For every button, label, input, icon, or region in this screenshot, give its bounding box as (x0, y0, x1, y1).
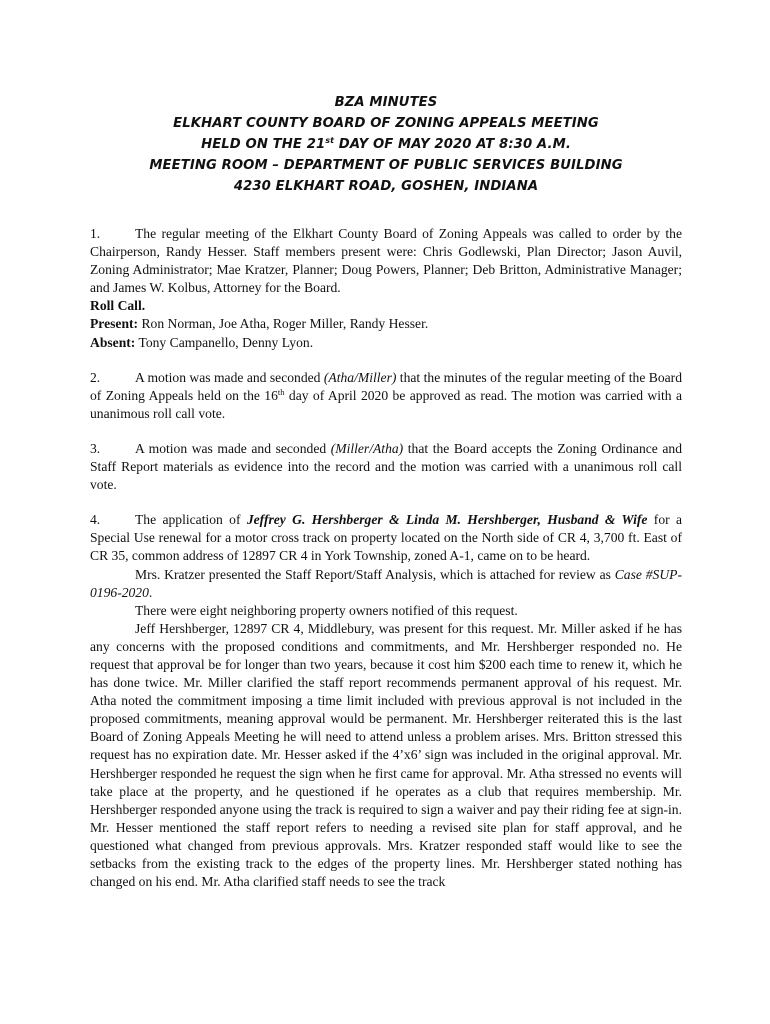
minutes-body (90, 225, 682, 891)
staff-report-paragraph: Mrs. Kratzer presented the Staff Report/Staff Analysis, which is attached for review as Case #SUP-0196-2020. (90, 566, 683, 600)
item-number: 3. (90, 440, 101, 456)
header-date-line (90, 134, 682, 155)
item-1-body: The regular meeting of the Elkhart County Board of Zoning Appeals was called to order by the Chairperson, Randy Hesser. Staff members present were: Chris Godlewski, Plan Director; Jason Auvil, Zoning Administrator; Mae Kratzer, Planner; Doug Powers, Planner; Deb Britton, Administrative Manager; and James W. Kolbus, Attorney for the Board. (90, 226, 682, 296)
header-title: BZA MINUTES (334, 95, 438, 110)
notification-paragraph: There were eight neighboring property owners notified of this request. (135, 602, 518, 618)
item-3 (90, 440, 682, 494)
applicant-name: Jeffrey G. Hershberger & Linda M. Hershberger, Husband & Wife (246, 512, 648, 528)
present-line (90, 315, 682, 333)
testimony-paragraph: Jeff Hershberger, 12897 CR 4, Middlebury, was present for this request. Mr. Miller asked if he has any concerns with the proposed conditions and commitments, and Mr. Hershberger responded no. He request that approval be for longer than two years, because it cost him $200 each time to renew it, which he has done twice. Mr. Miller clarified the staff report recommends permanent approval of his request. Mr. Atha noted the commitment imposing a time limit included with previous approval is not included in the proposed commitments, meaning approval would be permanent. Mr. Hershberger reiterated this is the last Board of Zoning Appeals Meeting he will need to attend unless a problem arises. Mrs. Britton stressed this request has no expiration date. Mr. Hesser asked if the 4’x6’ sign was included in the original approval. Mr. Hershberger responded he request the sign when he first came for approval. Mr. Atha stressed no events will take place at the property, and he questioned if he operates as a club that requires membership. Mr. Hershberger responded anyone using the track is required to sign a waiver and pay their riding fee at sign-in. Mr. Hesser mentioned the staff report refers to needing a revised site plan for staff approval, and he questioned what changed from previous approvals. Mrs. Kratzer responded staff would like to see the setbacks from the existing track to the edges of the property lines. Mr. Hershberger stated nothing has changed on his end. Mr. Atha clarified staff needs to see the track (90, 620, 682, 890)
absent-line (90, 334, 682, 352)
item-4 (90, 511, 682, 891)
item-number: 1. (90, 226, 101, 241)
document-header (90, 92, 682, 197)
motion-movers: (Miller/Atha) (330, 440, 404, 456)
case-number: Case #SUP-0196-2020 (90, 566, 683, 600)
present-label: Present: (90, 316, 139, 332)
header-board-name: ELKHART COUNTY BOARD OF ZONING APPEALS MEETING (173, 116, 599, 131)
header-date-prefix: HELD ON THE 21 (201, 137, 326, 152)
item-1-text (90, 225, 682, 297)
item-number: 2. (90, 369, 101, 385)
item-3-text: 3. A motion was made and seconded (Miller/Atha) that the Board accepts the Zoning Ordinance and Staff Report materials as evidence into the record and the motion was carried with a unanimous roll call vote. (90, 440, 682, 493)
present-members: Ron Norman, Joe Atha, Roger Miller, Randy Hesser. (138, 316, 429, 332)
item-number: 4. (90, 512, 101, 528)
absent-members: Tony Campanello, Denny Lyon. (135, 334, 314, 350)
motion-movers: (Atha/Miller) (323, 369, 397, 385)
header-date-suffix: st (325, 136, 335, 145)
header-date-rest: DAY OF MAY 2020 AT 8:30 A.M. (334, 137, 571, 152)
header-meeting-room: MEETING ROOM – DEPARTMENT OF PUBLIC SERVICES BUILDING (149, 158, 623, 173)
item-2-text: 2. A motion was made and seconded (Atha/Miller) that the minutes of the regular meeting of the Board of Zoning Appeals held on the 16th day of April 2020 be approved as read. The motion was carried with a unanimous roll call vote. (90, 369, 682, 421)
minutes-page (90, 92, 682, 891)
item-2 (90, 369, 682, 423)
absent-label: Absent: (90, 334, 136, 350)
item-4-text: 4. The application of Jeffrey G. Hershberger & Linda M. Hershberger, Husband & Wife for a Special Use renewal for a motor cross track on property located on the North side of CR 4, 3,700 ft. East of CR 35, common address of 12897 CR 4 in York Township, zoned A-1, came on to be heard. (90, 512, 682, 564)
header-address: 4230 ELKHART ROAD, GOSHEN, INDIANA (233, 179, 539, 194)
item-1 (90, 225, 682, 352)
roll-call-heading: Roll Call. (90, 298, 146, 314)
